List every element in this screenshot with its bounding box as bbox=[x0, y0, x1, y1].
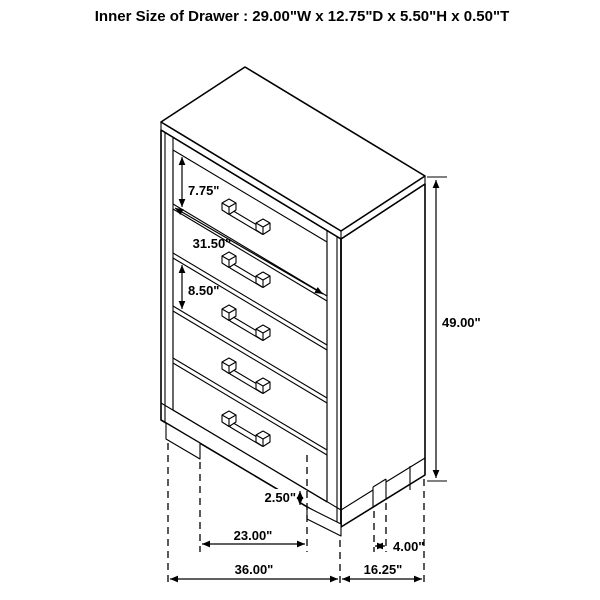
front-left-leg bbox=[166, 423, 200, 459]
side-panel bbox=[341, 184, 425, 527]
drawer-3-handle bbox=[222, 305, 270, 341]
top-surface bbox=[161, 67, 425, 231]
dim-overall-width bbox=[170, 562, 338, 579]
dim-label-overall-depth: 16.25" bbox=[363, 562, 403, 577]
dim-label-overall-height: 49.00" bbox=[442, 315, 481, 330]
dim-label-base-clearance: 2.50" bbox=[264, 490, 296, 505]
side-leg-top bbox=[373, 479, 386, 487]
drawer-4-handle bbox=[222, 358, 270, 394]
front-right-leg bbox=[307, 507, 341, 536]
diagram-title: Inner Size of Drawer : 29.00"W x 12.75"D x 5.50"H x 0.50"T bbox=[94, 8, 510, 25]
dim-lower-drawer-height bbox=[182, 265, 219, 309]
dim-leg-depth bbox=[375, 539, 424, 554]
dim-top-drawer-height bbox=[182, 157, 219, 207]
dim-overall-height bbox=[427, 177, 481, 481]
dim-base-clearance bbox=[262, 489, 300, 505]
dim-label-front-leg-span: 23.00" bbox=[233, 528, 273, 543]
front-base-rail bbox=[161, 403, 341, 510]
dim-label-drawer-front-width: 31.50" bbox=[192, 236, 232, 251]
top-face bbox=[161, 67, 425, 239]
drawer-1-handle bbox=[222, 199, 270, 235]
dim-front-leg-span bbox=[202, 528, 305, 544]
side-face bbox=[341, 184, 425, 527]
dim-label-top-drawer-height: 7.75" bbox=[188, 183, 220, 198]
dim-label-overall-width: 36.00" bbox=[234, 562, 274, 577]
dim-label-lower-drawer-height: 8.50" bbox=[188, 283, 220, 298]
dim-overall-depth bbox=[342, 562, 422, 579]
side-base-rail bbox=[341, 490, 373, 510]
dim-label-leg-depth: 4.00" bbox=[393, 539, 425, 554]
